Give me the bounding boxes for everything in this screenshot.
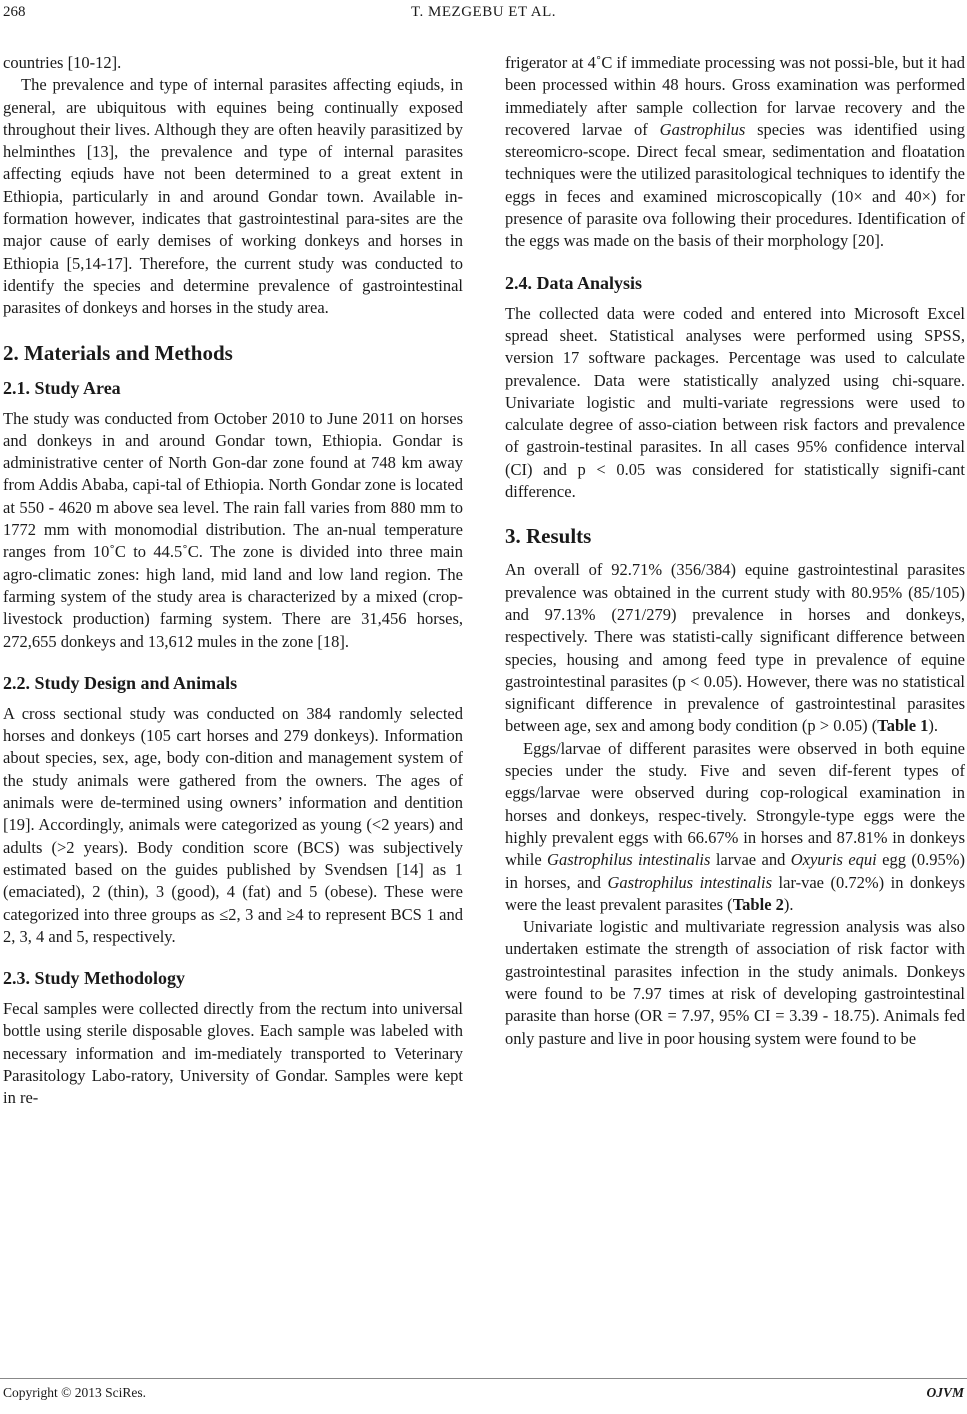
subsection-heading-study-design: 2.2. Study Design and Animals	[3, 672, 238, 693]
genus-name: Gastrophilus	[659, 119, 746, 139]
page-footer	[0, 1385, 967, 1409]
paragraph-results-2: Eggs/larvae of different parasites were observed in both equine species under the study. Five and seven dif-ferent types of eggs/larvae were observed during cop-rological examination in horses and donkeys, respec-tively. Strongyle-type eggs were the highly prevalent eggs with 66.67% in horses and 87.81% in donkeys while Gastrophilus intestinalis larvae and Oxyuris equi egg (0.95%) in horses, and Gastrophilus intestinalis lar-vae (0.72%) in donkeys were the least prevalent parasites (Table 2).	[505, 738, 965, 914]
copyright-notice: Copyright © 2013 SciRes.	[3, 1385, 147, 1400]
section-heading-results: 3. Results	[505, 524, 592, 549]
journal-name: OJVM	[926, 1385, 964, 1400]
subsection-heading-methodology: 2.3. Study Methodology	[3, 968, 186, 989]
right-column	[505, 52, 965, 1050]
paragraph-study-design: A cross sectional study was conducted on 384 randomly selected horses and donkeys (105 cart horses and 279 donkeys). Information about species, sex, age, body con-dition and management system of the study animals were gathered from the owners. The ages of animals were de-termined using owners’ information and dentition [19]. Accordingly, animals were categorized as young (<2 years) and adults (>2 years). Body condition score (BCS) was subjectively estimated based on the guides published by Svendsen [14] as 1 (emaciated), 2 (thin), 3 (good), 4 (fat) and 5 (obese). These were categorized into three groups as ≤2, 3 and ≥4 to represent BCS 1 and 2, 3, 4 and 5, respectively.	[3, 703, 463, 946]
section-heading-methods: 2. Materials and Methods	[3, 340, 233, 365]
paragraph-results-3: Univariate logistic and multivariate regression analysis was also undertaken estimate the strength of association of risk factor with gastrointestinal parasites infection in the study animals. Donkeys were found to be 7.97 times at risk of developing gastrointestinal parasite than horse (OR = 7.97, 95% CI = 3.39 - 18.75). Animals fed only pasture and live in poor housing system were found to be	[505, 917, 965, 1048]
subsection-heading-study-area: 2.1. Study Area	[3, 377, 121, 398]
running-head: T. MEZGEBU ET AL.	[410, 4, 557, 20]
table-1-link[interactable]: Table 1	[877, 716, 929, 736]
left-column	[3, 52, 463, 1110]
page-number: 268	[3, 4, 26, 20]
footer-divider	[0, 1378, 967, 1379]
subsection-heading-data-analysis: 2.4. Data Analysis	[505, 272, 643, 293]
paragraph-study-area: The study was conducted from October 2010 to June 2011 on horses and donkeys in and around Gondar town, Ethiopia. Gondar is administrative center of North Gon-dar zone found at 748 km away from Addis Ababa, capi-tal of Ethiopia. North Gondar zone is located at 550 - 4620 m above sea level. The rain fall varies from 880 mm to 1772 mm with monomodial distribution. The an-nual temperature ranges from 10˚C to 44.5˚C. The zone is divided into three main agro-climatic zones: high land, mid land and low land region. The farming system of the study area is characterized by a mixed (crop-livestock production) farming system. There are 31,456 horses, 272,655 donkeys and 13,612 mules in the zone [18].	[3, 408, 463, 651]
paragraph-methodology-cont: frigerator at 4˚C if immediate processing was not possi-ble, but it had been processed within 48 hours. Gross examination was performed immediately after sample collection for larvae recovery and the recovered larvae of Gastrophilus species was identified using stereomicro-scope. Direct fecal smear, sedimentation and floatation techniques were the utilized parasitological techniques to identify the eggs in feces and examined microscopically (10× and 40×) for presence of parasite ova following their procedures. Identification of the eggs was made on the basis of their morphology [20].	[505, 53, 965, 251]
paragraph-methodology: Fecal samples were collected directly from the rectum into universal bottle using sterile disposable gloves. Each sample was labeled with necessary information and im-mediately transported to Veterinary Parasitology Labo-ratory, University of Gondar. Samples were kept in re-	[3, 999, 463, 1108]
paragraph-intro: The prevalence and type of internal parasites affecting eqiuds, in general, are ubiquitous with equines being continually exposed throughout their lives. Although they are often heavily parasitized by helminthes [13], the prevalence and type of internal parasites affecting eqiuds have not been determined to a great extent in Ethiopia, particularly in and around Gondar town. Available in-formation however, indicates that gastrointestinal para-sites are the major cause of early demises of working donkeys and horses in Ethiopia [5,14-17]. Therefore, the current study was conducted to identify the species and determine prevalence of gastrointestinal parasites of donkeys and horses in the study area.	[3, 75, 463, 318]
page-header	[0, 4, 967, 30]
paragraph-results-1: An overall of 92.71% (356/384) equine gastrointestinal parasites prevalence was obtained in the current study with 80.95% (85/105) and 97.13% (271/279) prevalence in horses and donkeys, respectively. There was statisti-cally significant difference between species, housing and among feed type in prevalence of equine gastrointestinal parasites (p < 0.05). However, there was no statistical significant difference in prevalence of gastrointestinal parasites between age, sex and among body condition (p > 0.05) (Table 1).	[505, 560, 965, 736]
paragraph-continuation: countries [10-12].	[3, 53, 122, 72]
paragraph-data-analysis: The collected data were coded and entered into Microsoft Excel spread sheet. Statistical analyses were performed using SPSS, version 17 software packages. Percentage was used to calculate prevalence. Data were statistically analyzed using chi-square. Univariate logistic and multi-variate regressions were used to calculate degree of asso-ciation between risk factors and prevalence of gastroin-testinal parasites. In all cases 95% confidence interval (CI) and p < 0.05 was considered for statistically signifi-cant difference.	[505, 303, 965, 502]
table-2-link[interactable]: Table 2	[732, 894, 784, 914]
